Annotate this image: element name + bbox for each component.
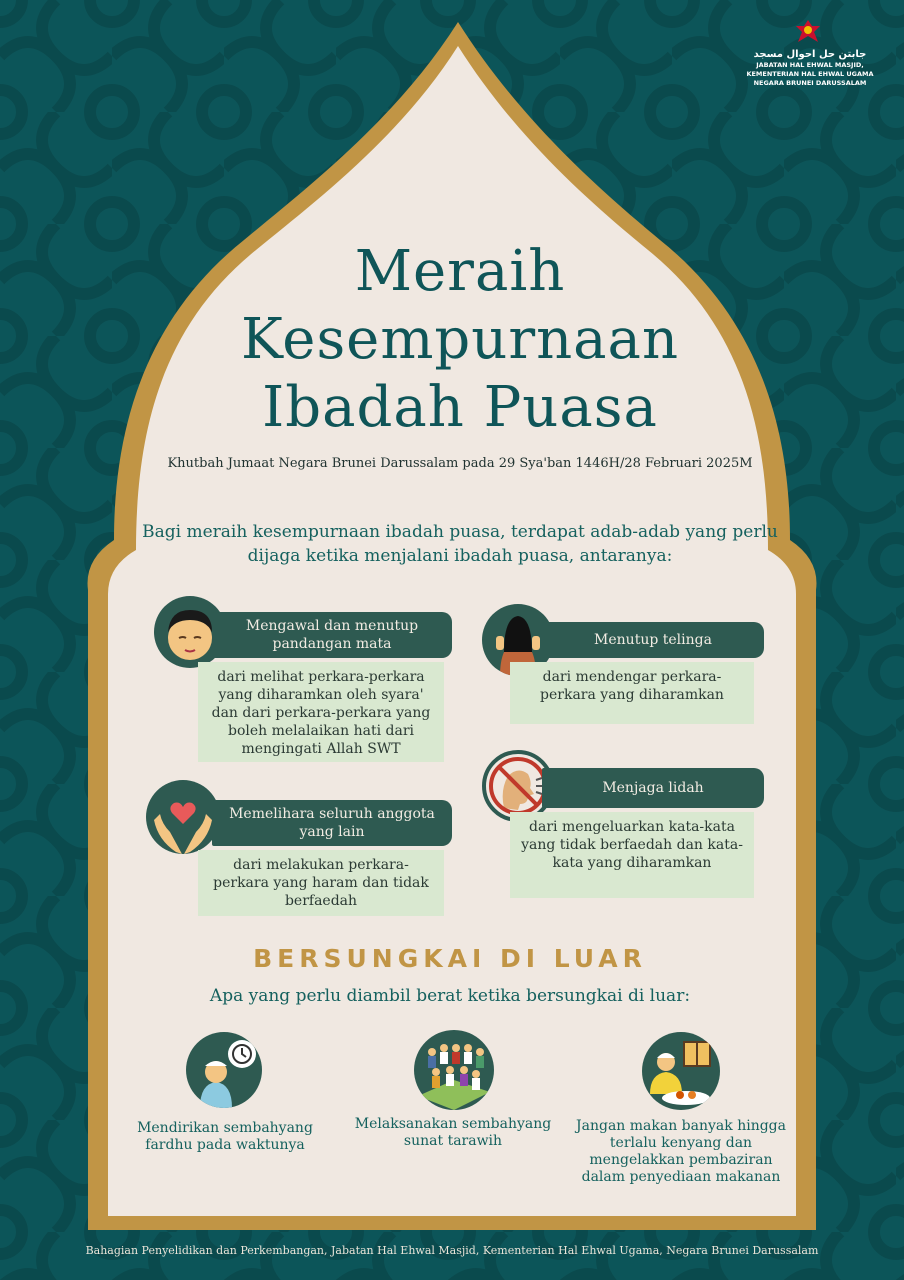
- subtitle: Khutbah Jumaat Negara Brunei Darussalam pada 29 Sya'ban 1446H/28 Februari 2025M: [167, 456, 753, 471]
- logo-arabic: جابتن حل احوال مسجد: [753, 49, 867, 60]
- section-heading: BERSUNGKAI DI LUAR: [253, 944, 647, 973]
- adab-3-title: Memelihara seluruh anggota yang lain: [212, 800, 452, 846]
- adab-4-title: Menjaga lidah: [542, 768, 764, 808]
- adab-2-title: Menutup telinga: [542, 622, 764, 658]
- section-subheading: Apa yang perlu diambil berat ketika bersungkai di luar:: [209, 986, 691, 1006]
- prayer-clock-icon: [186, 1032, 262, 1108]
- logo-line-2: KEMENTERIAN HAL EHWAL UGAMA: [746, 70, 874, 78]
- tip-2-caption: Melaksanakan sembahyang sunat tarawih: [354, 1116, 552, 1149]
- adab-1-desc: dari melihat perkara-perkara yang diharamkan oleh syara' dan dari perkara-perkara yang boleh melalaikan hati dari mengingati Allah SWT: [198, 662, 444, 762]
- tip-1-caption: Mendirikan sembahyang fardhu pada waktunya: [137, 1120, 313, 1153]
- intro-text: Bagi meraih kesempurnaan ibadah puasa, terdapat adab-adab yang perlu dijaga ketika menjalani ibadah puasa, antaranya:: [142, 522, 778, 566]
- adab-4-desc: dari mengeluarkan kata-kata yang tidak berfaedah dan kata-kata yang diharamkan: [510, 812, 754, 898]
- title-line-3: Ibadah Puasa: [262, 375, 658, 440]
- congregation-icon: [414, 1030, 494, 1110]
- footer-credit: Bahagian Penyelidikan dan Perkembangan, Jabatan Hal Ehwal Masjid, Kementerian Hal Ehwal Ugama, Negara Brunei Darussalam: [85, 1244, 819, 1257]
- tip-3-caption: Jangan makan banyak hingga terlalu kenyang dan mengelakkan pembaziran dalam penyediaan makanan: [576, 1118, 786, 1185]
- organization-logo-text: [720, 48, 900, 88]
- adab-1-title: Mengawal dan menutup pandangan mata: [212, 612, 452, 658]
- heart-hands-icon: [146, 780, 220, 854]
- adab-2-desc: dari mendengar perkara-perkara yang diharamkan: [510, 662, 754, 724]
- meal-icon: [642, 1032, 720, 1110]
- logo-line-3: NEGARA BRUNEI DARUSSALAM: [753, 79, 867, 87]
- adab-3-desc: dari melakukan perkara-perkara yang haram dan tidak berfaedah: [198, 850, 444, 916]
- page-title: [150, 238, 770, 442]
- title-line-2: Kesempurnaan: [240, 307, 680, 372]
- logo-line-1: JABATAN HAL EHWAL MASJID,: [756, 61, 864, 69]
- crest-icon: [790, 16, 826, 46]
- title-line-1: Meraih: [354, 239, 566, 304]
